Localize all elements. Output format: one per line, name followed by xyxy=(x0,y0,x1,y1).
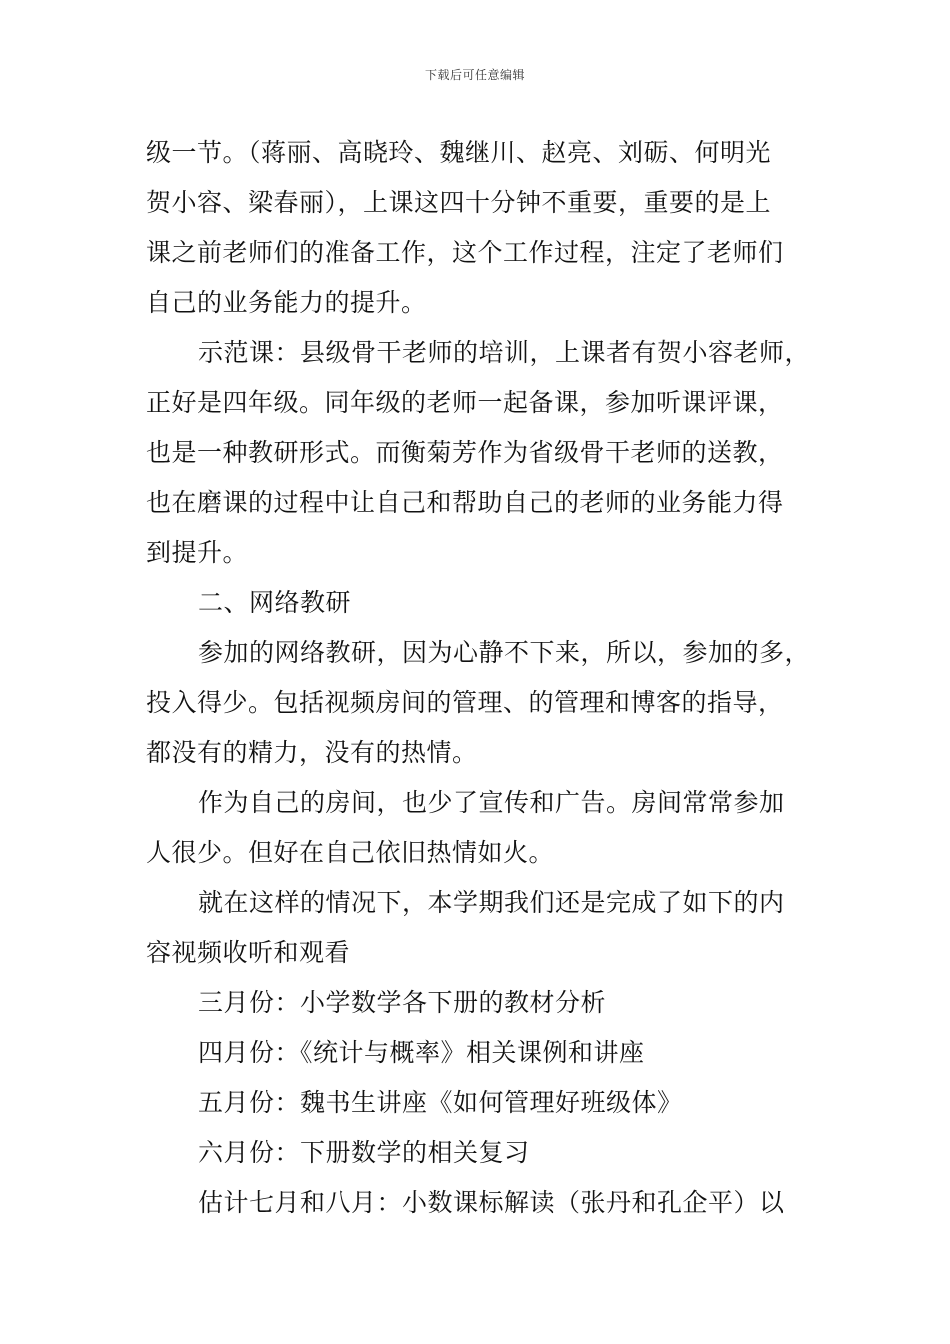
text-line: 到提升。 xyxy=(146,538,249,567)
text-line: 自己的业务能力的提升。 xyxy=(146,288,427,317)
text-line: 五月份：魏书生讲座《如何管理好班级体》 xyxy=(198,1088,683,1117)
text-line: 三月份：小学数学各下册的教材分析 xyxy=(198,988,607,1017)
text-line: 人很少。但好在自己依旧热情如火。 xyxy=(146,838,555,867)
document-body xyxy=(146,128,822,1228)
text-line: 都没有的精力，没有的热情。 xyxy=(146,738,478,767)
text-line: 参加的网络教研，因为心静不下来，所以，参加的多， xyxy=(198,638,811,667)
text-line: 也是一种教研形式。而衡菊芳作为省级骨干老师的送教， xyxy=(146,438,784,467)
text-line: 投入得少。包括视频房间的管理、的管理和博客的指导， xyxy=(146,688,784,717)
text-line: 级一节。（蒋丽、高晓玲、魏继川、赵亮、刘砺、何明光 xyxy=(146,138,772,167)
text-line: 二、网络教研 xyxy=(198,588,352,617)
text-line: 估计七月和八月：小数课标解读（张丹和孔企平）以 xyxy=(198,1188,785,1217)
text-line: 课之前老师们的准备工作，这个工作过程，注定了老师们 xyxy=(146,238,784,267)
page-header: 下载后可任意编辑 xyxy=(424,68,525,82)
text-line: 也在磨课的过程中让自己和帮助自己的老师的业务能力得 xyxy=(146,488,784,517)
text-line: 六月份：下册数学的相关复习 xyxy=(198,1138,530,1167)
text-line: 容视频收听和观看 xyxy=(146,938,351,967)
text-line: 作为自己的房间，也少了宣传和广告。房间常常参加 xyxy=(198,788,785,817)
text-line: 贺小容、梁春丽），上课这四十分钟不重要，重要的是上 xyxy=(146,188,772,217)
text-line: 就在这样的情况下，本学期我们还是完成了如下的内 xyxy=(198,888,785,917)
text-line: 正好是四年级。同年级的老师一起备课，参加听课评课， xyxy=(146,388,784,417)
text-line: 示范课：县级骨干老师的培训，上课者有贺小容老师， xyxy=(198,338,811,367)
text-line: 四月份：《统计与概率》相关课例和讲座 xyxy=(198,1038,645,1067)
